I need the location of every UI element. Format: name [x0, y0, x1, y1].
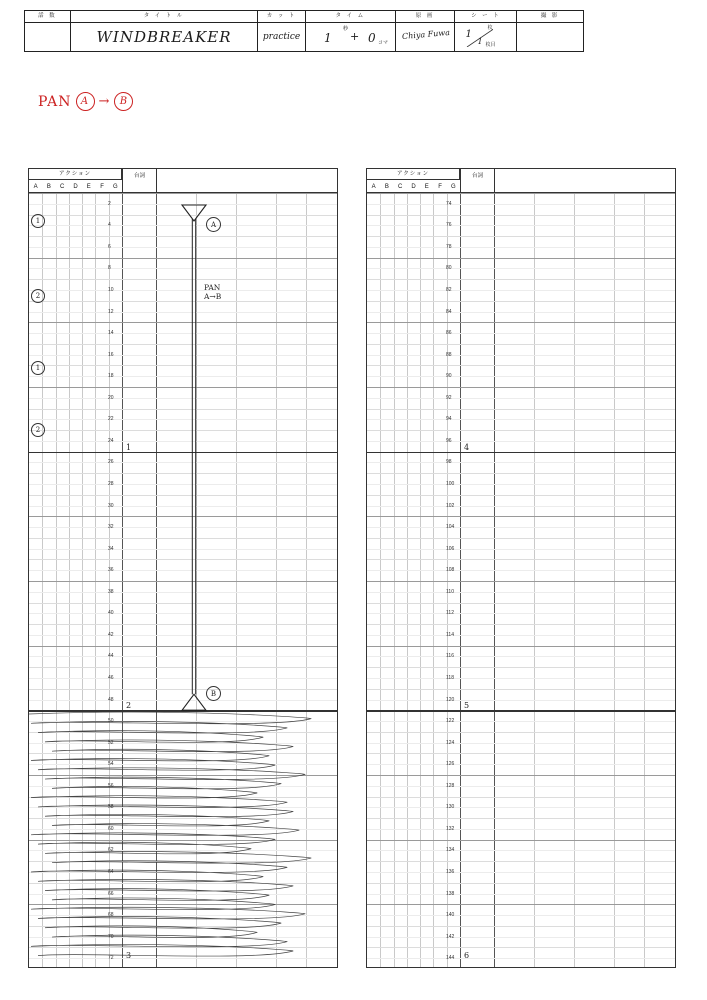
- grid-row-line: [29, 409, 337, 410]
- grid-row-line: [367, 279, 675, 280]
- frame-number: 36: [108, 567, 114, 574]
- pan-annotation: [38, 92, 133, 111]
- action-key-mark: 2: [31, 423, 45, 437]
- frame-number: 72: [108, 955, 114, 962]
- grid-row-line: [367, 689, 675, 690]
- grid-row-line: [367, 215, 675, 216]
- grid-row-line: [367, 840, 675, 841]
- pan-annotation-to: B: [114, 92, 133, 111]
- grid-row-line: [367, 258, 675, 259]
- frame-number: 26: [108, 459, 114, 466]
- grid-subrow-line: [29, 333, 337, 334]
- frame-number: 8: [108, 265, 111, 272]
- grid-row-line: [29, 322, 337, 323]
- time-plus-sign: +: [350, 30, 360, 43]
- pan-annotation-from: A: [76, 92, 95, 111]
- grid-row-line: [29, 667, 337, 668]
- grid-row-line: [29, 753, 337, 754]
- grid-subrow-line: [29, 290, 337, 291]
- grid-row-line: [367, 667, 675, 668]
- frame-number: 144: [446, 955, 455, 962]
- frame-number: 42: [108, 631, 114, 638]
- grid-subrow-line: [29, 312, 337, 313]
- right-exposure-sheet: [366, 168, 676, 968]
- frame-number: 88: [446, 351, 452, 358]
- grid-subrow-line: [367, 333, 675, 334]
- grid-row-line: [29, 775, 337, 776]
- left-action-header-label: アクション: [29, 169, 122, 180]
- left-camera-header: [156, 169, 339, 193]
- frame-number: 24: [108, 437, 114, 444]
- grid-row-line: [367, 193, 675, 194]
- frame-number: 4: [108, 222, 111, 229]
- grid-row-line: [367, 775, 675, 776]
- grid-row-line: [367, 603, 675, 604]
- grid-row-line: [367, 516, 675, 517]
- grid-subrow-line: [29, 872, 337, 873]
- sheet-unit-mai: 枚: [487, 25, 493, 31]
- frame-number: 114: [446, 631, 454, 638]
- frame-number: 134: [446, 847, 455, 854]
- right-col-E: E: [424, 183, 429, 190]
- grid-subrow-line: [29, 786, 337, 787]
- cut-separator-line: [367, 452, 675, 453]
- grid-row-line: [29, 301, 337, 302]
- grid-subrow-line: [367, 204, 675, 205]
- grid-subrow-line: [367, 829, 675, 830]
- grid-subrow-line: [29, 506, 337, 507]
- grid-row-line: [29, 538, 337, 539]
- frame-number: 132: [446, 825, 455, 832]
- grid-subrow-line: [367, 872, 675, 873]
- frame-number: 62: [108, 847, 114, 854]
- grid-row-line: [29, 387, 337, 388]
- grid-row-line: [29, 559, 337, 560]
- cut-number: 1: [126, 442, 132, 452]
- frame-number: 124: [446, 739, 455, 746]
- grid-subrow-line: [29, 894, 337, 895]
- grid-row-line: [29, 861, 337, 862]
- left-col-A: A: [33, 183, 38, 190]
- frame-number: 102: [446, 502, 455, 509]
- frame-number: 66: [108, 890, 114, 897]
- grid-subrow-line: [29, 549, 337, 550]
- grid-subrow-line: [367, 268, 675, 269]
- frame-number: 68: [108, 912, 114, 919]
- grid-row-line: [29, 473, 337, 474]
- sheet-value-number: 1: [465, 29, 472, 40]
- frame-number: 126: [446, 761, 455, 768]
- pan-end-key-mark: B: [206, 686, 221, 701]
- left-count-header: 台詞: [122, 169, 156, 193]
- grid-subrow-line: [29, 247, 337, 248]
- frame-number: 142: [446, 933, 455, 940]
- sheet-value-total: 1: [477, 37, 483, 46]
- header-cell-cut: [258, 11, 306, 51]
- frame-number: 12: [108, 308, 114, 315]
- frame-number: 14: [108, 330, 114, 337]
- grid-subrow-line: [29, 376, 337, 377]
- grid-row-line: [367, 926, 675, 927]
- grid-row-line: [29, 236, 337, 237]
- cut-separator-line: [29, 710, 337, 711]
- cut-number: 2: [126, 701, 132, 711]
- right-col-G: G: [450, 183, 456, 190]
- grid-row-line: [29, 840, 337, 841]
- header-cell-episode: [25, 11, 71, 51]
- frame-number: 22: [108, 416, 114, 423]
- grid-subrow-line: [29, 225, 337, 226]
- frame-number: 28: [108, 481, 114, 487]
- grid-row-line: [367, 495, 675, 496]
- grid-row-line: [29, 624, 337, 625]
- grid-subrow-line: [367, 937, 675, 938]
- header-label-genga: 原 画: [396, 11, 455, 23]
- frame-number: 104: [446, 524, 455, 531]
- frame-number: 78: [446, 243, 452, 250]
- grid-subrow-line: [367, 743, 675, 744]
- grid-row-line: [29, 818, 337, 819]
- right-sheet-grid: [367, 193, 675, 967]
- frame-number: 108: [446, 567, 455, 574]
- frame-number: 128: [446, 782, 455, 789]
- grid-subrow-line: [367, 656, 675, 657]
- pan-annotation-text: PAN: [38, 93, 72, 110]
- left-exposure-sheet: [28, 168, 338, 968]
- grid-row-line: [367, 883, 675, 884]
- header-cell-time: [306, 11, 396, 51]
- grid-row-line: [367, 322, 675, 323]
- cut-separator-line: [29, 452, 337, 453]
- pan-bar-label-line1: PAN: [204, 283, 221, 292]
- header-label-episode: 話 数: [25, 11, 70, 23]
- grid-row-line: [29, 258, 337, 259]
- frame-number: 86: [446, 330, 452, 337]
- frame-number: 50: [108, 718, 114, 725]
- grid-subrow-line: [29, 462, 337, 463]
- left-sheet-header: [29, 169, 337, 193]
- grid-subrow-line: [367, 807, 675, 808]
- time-unit-frames: コマ: [378, 40, 389, 46]
- left-col-C: C: [60, 183, 65, 190]
- grid-subrow-line: [29, 850, 337, 851]
- right-sheet-header: [367, 169, 675, 193]
- pan-bar-label: [204, 283, 221, 302]
- grid-row-line: [29, 732, 337, 733]
- grid-row-line: [367, 861, 675, 862]
- grid-subrow-line: [367, 462, 675, 463]
- right-camera-header: [494, 169, 677, 193]
- grid-subrow-line: [367, 355, 675, 356]
- frame-number: 44: [108, 653, 114, 660]
- grid-row-line: [29, 516, 337, 517]
- grid-subrow-line: [367, 441, 675, 442]
- grid-subrow-line: [29, 398, 337, 399]
- grid-subrow-line: [367, 764, 675, 765]
- frame-number: 74: [446, 200, 452, 207]
- frame-number: 34: [108, 545, 114, 552]
- grid-subrow-line: [367, 613, 675, 614]
- grid-row-line: [29, 495, 337, 496]
- grid-subrow-line: [367, 247, 675, 248]
- cut-number: 3: [126, 951, 132, 961]
- left-col-E: E: [86, 183, 91, 190]
- frame-number: 76: [446, 222, 452, 229]
- grid-subrow-line: [29, 441, 337, 442]
- right-col-F: F: [438, 183, 442, 190]
- grid-subrow-line: [29, 678, 337, 679]
- grid-subrow-line: [29, 807, 337, 808]
- action-key-mark: 2: [31, 289, 45, 303]
- time-value-seconds: 1: [324, 31, 332, 45]
- frame-number: 122: [446, 718, 455, 725]
- left-col-F: F: [100, 183, 104, 190]
- grid-subrow-line: [29, 268, 337, 269]
- header-label-cut: カ ッ ト: [258, 11, 305, 23]
- left-column-letters: [29, 180, 122, 193]
- sheet-unit-maime: 枚目: [485, 42, 496, 48]
- frame-number: 16: [108, 351, 114, 358]
- frame-number: 100: [446, 481, 455, 487]
- grid-subrow-line: [367, 225, 675, 226]
- header-value-genga: Chiya Fuwa: [401, 27, 450, 42]
- grid-subrow-line: [367, 312, 675, 313]
- pan-annotation-arrow: →: [98, 94, 111, 109]
- grid-row-line: [367, 344, 675, 345]
- grid-subrow-line: [29, 527, 337, 528]
- grid-row-line: [29, 279, 337, 280]
- grid-row-line: [367, 473, 675, 474]
- grid-subrow-line: [367, 850, 675, 851]
- frame-number: 140: [446, 912, 455, 919]
- cut-number: 4: [464, 442, 470, 452]
- grid-row-line: [29, 904, 337, 905]
- frame-number: 96: [446, 437, 452, 444]
- frame-number: 48: [108, 696, 114, 703]
- right-col-C: C: [398, 183, 403, 190]
- grid-row-line: [29, 193, 337, 194]
- header-cell-title: [71, 11, 258, 51]
- frame-number: 32: [108, 524, 114, 531]
- right-column-letters: [367, 180, 460, 193]
- action-key-mark: 1: [31, 214, 45, 228]
- right-action-header-label: アクション: [367, 169, 460, 180]
- header-table: [24, 10, 584, 52]
- left-col-G: G: [112, 183, 118, 190]
- grid-row-line: [367, 797, 675, 798]
- grid-subrow-line: [367, 592, 675, 593]
- grid-subrow-line: [29, 721, 337, 722]
- grid-subrow-line: [29, 419, 337, 420]
- left-col-D: D: [73, 183, 78, 190]
- grid-row-line: [367, 947, 675, 948]
- cut-number: 6: [464, 951, 470, 961]
- frame-number: 84: [446, 308, 452, 315]
- grid-subrow-line: [367, 290, 675, 291]
- grid-row-line: [29, 603, 337, 604]
- frame-number: 56: [108, 782, 114, 789]
- grid-subrow-line: [367, 419, 675, 420]
- grid-row-line: [367, 430, 675, 431]
- grid-subrow-line: [367, 721, 675, 722]
- header-value-photography: [517, 23, 583, 51]
- time-value-frames: 0: [368, 31, 376, 45]
- grid-row-line: [367, 818, 675, 819]
- frame-number: 92: [446, 394, 452, 401]
- frame-number: 10: [108, 287, 114, 293]
- right-col-D: D: [411, 183, 416, 190]
- grid-row-line: [367, 409, 675, 410]
- frame-number: 110: [446, 588, 454, 595]
- grid-row-line: [29, 797, 337, 798]
- grid-row-line: [29, 581, 337, 582]
- grid-row-line: [29, 344, 337, 345]
- frame-number: 40: [108, 610, 114, 617]
- grid-subrow-line: [29, 937, 337, 938]
- frame-number: 60: [108, 825, 114, 832]
- header-label-photography: 撮 影: [517, 11, 583, 23]
- header-value-title: WINDBREAKER: [96, 28, 232, 46]
- grid-row-line: [29, 689, 337, 690]
- grid-subrow-line: [29, 484, 337, 485]
- grid-row-line: [29, 365, 337, 366]
- grid-row-line: [29, 926, 337, 927]
- frame-number: 70: [108, 933, 114, 940]
- grid-subrow-line: [29, 635, 337, 636]
- grid-row-line: [29, 883, 337, 884]
- grid-subrow-line: [367, 894, 675, 895]
- grid-subrow-line: [367, 570, 675, 571]
- header-label-time: タ イ ム: [306, 11, 395, 23]
- grid-row-line: [367, 538, 675, 539]
- grid-row-line: [367, 904, 675, 905]
- grid-subrow-line: [367, 915, 675, 916]
- header-cell-sheet: [455, 11, 517, 51]
- grid-row-line: [29, 430, 337, 431]
- frame-number: 112: [446, 610, 454, 617]
- header-cell-photography: [517, 11, 583, 51]
- grid-subrow-line: [29, 700, 337, 701]
- pan-bar-label-line2: A→B: [204, 292, 222, 302]
- action-key-mark: 1: [31, 361, 45, 375]
- frame-number: 94: [446, 416, 452, 423]
- cut-separator-line: [367, 710, 675, 711]
- grid-row-line: [367, 646, 675, 647]
- grid-row-line: [367, 624, 675, 625]
- grid-subrow-line: [367, 527, 675, 528]
- grid-row-line: [367, 236, 675, 237]
- right-col-A: A: [371, 183, 376, 190]
- right-col-B: B: [384, 183, 389, 190]
- frame-number: 98: [446, 459, 452, 466]
- grid-subrow-line: [29, 958, 337, 959]
- header-label-sheet: シ ー ト: [455, 11, 516, 23]
- frame-number: 54: [108, 761, 114, 768]
- frame-number: 130: [446, 804, 455, 811]
- grid-row-line: [367, 387, 675, 388]
- grid-row-line: [29, 947, 337, 948]
- grid-subrow-line: [29, 613, 337, 614]
- frame-number: 30: [108, 502, 114, 509]
- grid-subrow-line: [367, 678, 675, 679]
- grid-row-line: [367, 301, 675, 302]
- grid-row-line: [367, 753, 675, 754]
- pan-start-key-mark: A: [206, 217, 221, 232]
- grid-subrow-line: [367, 549, 675, 550]
- frame-number: 2: [108, 200, 111, 207]
- grid-subrow-line: [367, 958, 675, 959]
- grid-row-line: [29, 646, 337, 647]
- frame-number: 118: [446, 675, 454, 681]
- grid-subrow-line: [29, 915, 337, 916]
- frame-number: 90: [446, 373, 452, 380]
- grid-subrow-line: [29, 355, 337, 356]
- frame-number: 136: [446, 869, 455, 875]
- frame-number: 18: [108, 373, 114, 380]
- right-count-header: 台詞: [460, 169, 494, 193]
- frame-number: 64: [108, 869, 114, 875]
- frame-number: 58: [108, 804, 114, 811]
- frame-number: 82: [446, 287, 452, 293]
- hand-drawn-scribble: [29, 708, 330, 967]
- header-value-episode: [25, 23, 70, 51]
- left-col-B: B: [46, 183, 51, 190]
- grid-subrow-line: [367, 398, 675, 399]
- header-value-cut: practice: [262, 32, 301, 42]
- grid-subrow-line: [29, 743, 337, 744]
- header-label-title: タ イ ト ル: [71, 11, 257, 23]
- frame-number: 138: [446, 890, 455, 897]
- frame-number: 116: [446, 653, 454, 660]
- frame-number: 38: [108, 588, 114, 595]
- grid-subrow-line: [29, 204, 337, 205]
- frame-number: 20: [108, 394, 114, 401]
- grid-subrow-line: [29, 829, 337, 830]
- grid-subrow-line: [29, 656, 337, 657]
- grid-row-line: [367, 581, 675, 582]
- grid-subrow-line: [367, 506, 675, 507]
- grid-subrow-line: [29, 764, 337, 765]
- grid-subrow-line: [367, 786, 675, 787]
- frame-number: 106: [446, 545, 455, 552]
- header-cell-genga: [396, 11, 456, 51]
- left-sheet-grid: [29, 193, 337, 967]
- grid-subrow-line: [367, 635, 675, 636]
- frame-number: 6: [108, 243, 111, 250]
- grid-subrow-line: [367, 484, 675, 485]
- cut-number: 5: [464, 701, 470, 711]
- grid-row-line: [29, 215, 337, 216]
- grid-subrow-line: [29, 570, 337, 571]
- grid-row-line: [367, 559, 675, 560]
- grid-subrow-line: [29, 592, 337, 593]
- frame-number: 52: [108, 739, 114, 746]
- frame-number: 80: [446, 265, 452, 272]
- grid-subrow-line: [367, 376, 675, 377]
- frame-number: 120: [446, 696, 455, 703]
- frame-number: 46: [108, 675, 114, 681]
- grid-row-line: [367, 365, 675, 366]
- grid-subrow-line: [367, 700, 675, 701]
- grid-row-line: [367, 732, 675, 733]
- time-unit-seconds: 秒: [343, 26, 349, 32]
